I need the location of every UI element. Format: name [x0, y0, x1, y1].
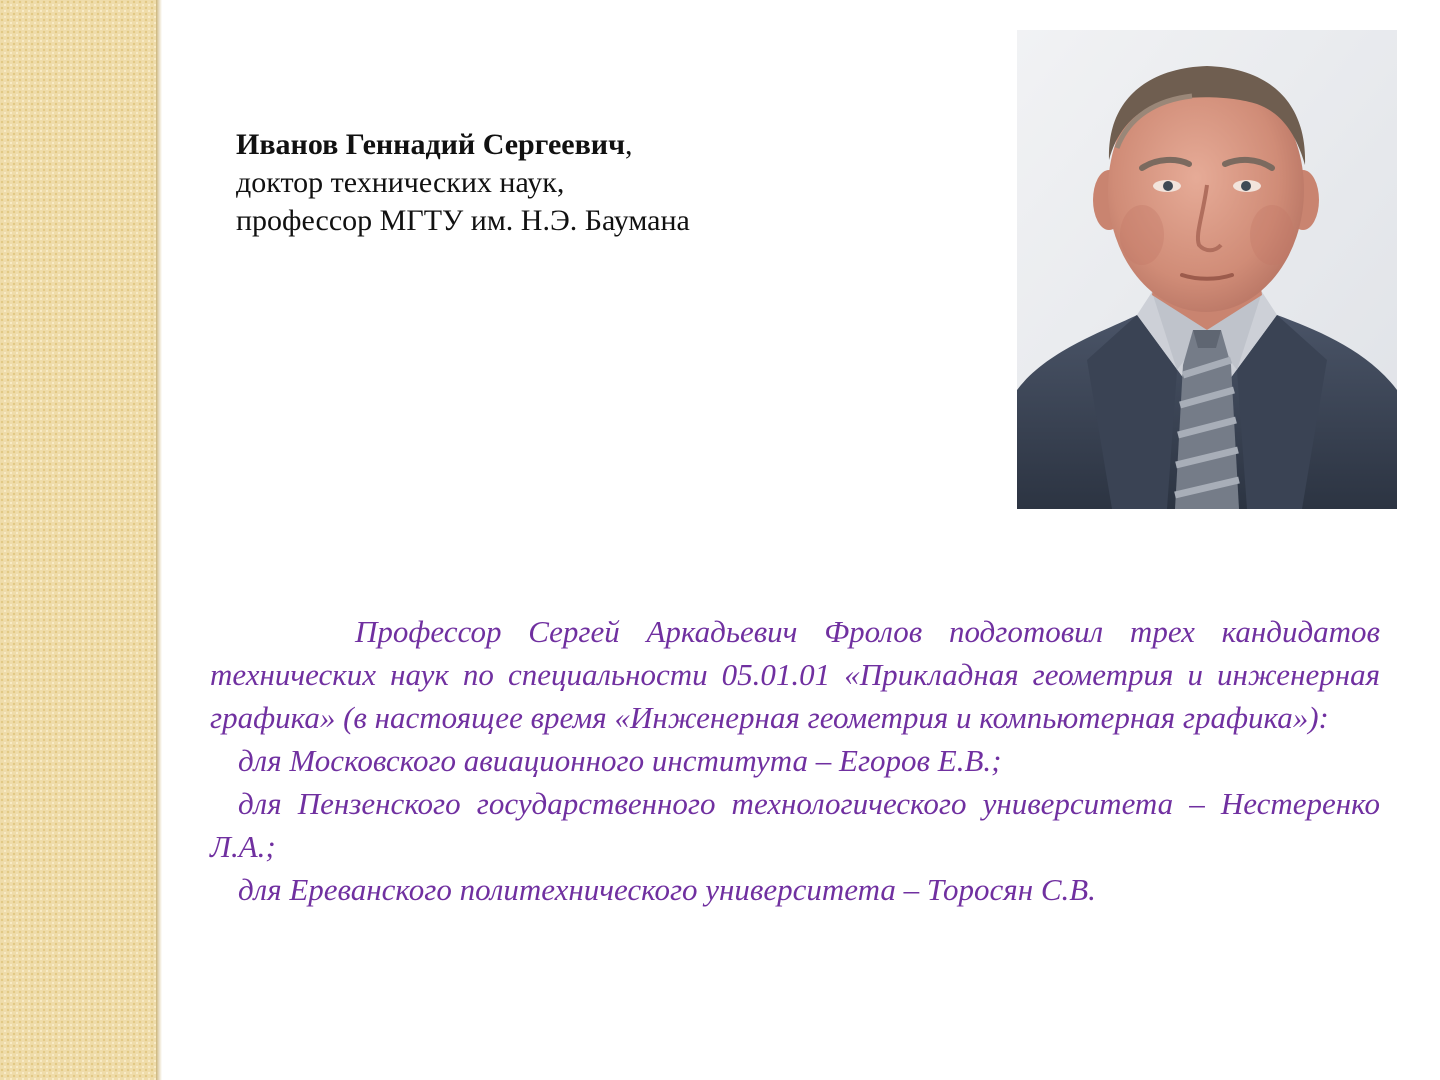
bio-list-item-2: для Пензенского государственного технологического университета – Нестеренко Л.А.; [210, 786, 1380, 864]
author-name-suffix: , [625, 128, 633, 161]
portrait-photo [1017, 30, 1397, 509]
bio-intro: Профессор Сергей Аркадьевич Фролов подготовил трех кандидатов технических наук по специальности 05.01.01 «Прикладная геометрия и инженерная графика» (в настоящее время «Инженерная геометрия и компьютерная графика»): [210, 614, 1380, 735]
author-name: Иванов Геннадий Сергеевич [236, 128, 626, 161]
author-block [236, 126, 690, 240]
author-position: профессор МГТУ им. Н.Э. Баумана [236, 204, 690, 237]
author-degree: доктор технических наук, [236, 166, 565, 199]
person-portrait-icon [1017, 30, 1397, 509]
decorative-side-strip [0, 0, 156, 1080]
bio-list-item-3: для Ереванского политехнического университета – Торосян С.В. [238, 872, 1096, 907]
bio-list-item-1: для Московского авиационного института – Егоров Е.В.; [238, 743, 1002, 778]
side-strip-shadow [156, 0, 162, 1080]
bio-text-block [210, 610, 1380, 911]
author-name-line [236, 126, 690, 164]
